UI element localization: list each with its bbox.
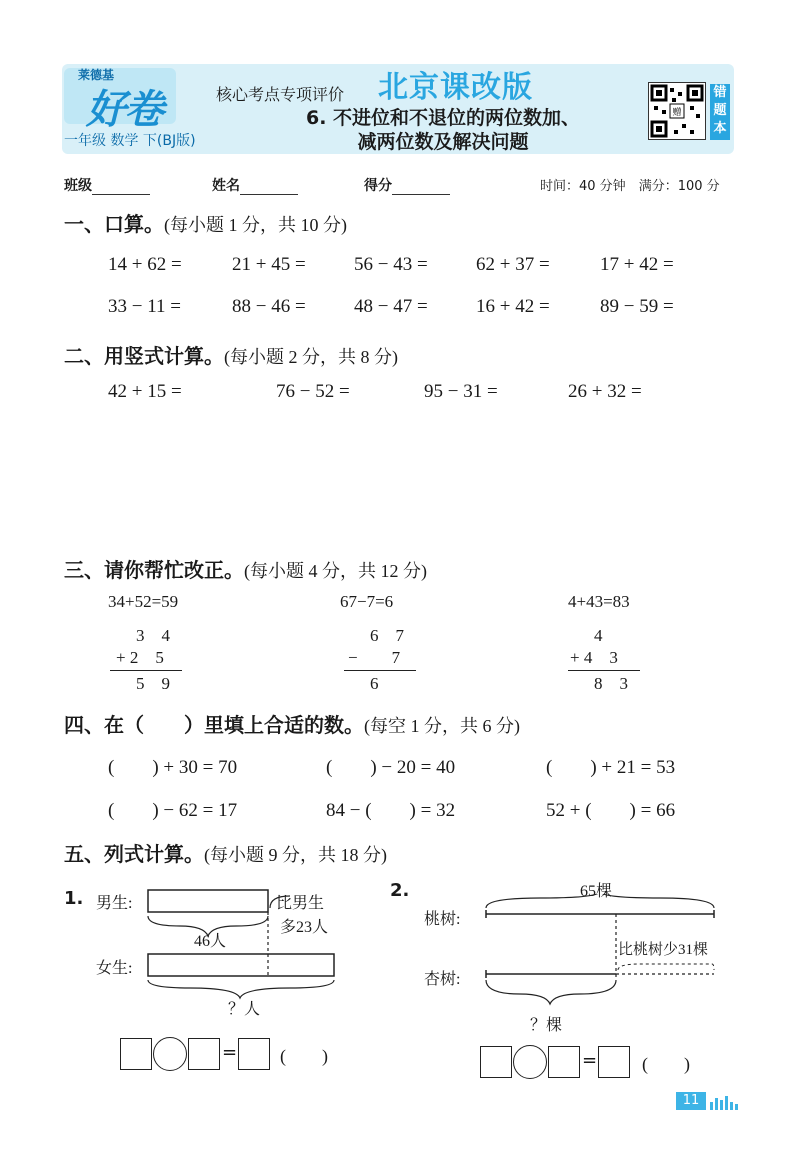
bar-diagram-1 [140, 884, 340, 1004]
vert-top: 6 7 [370, 626, 404, 645]
page-title [238, 106, 648, 154]
equals-sign: = [222, 1042, 238, 1063]
vert-line [344, 670, 416, 671]
exam-meta [540, 175, 720, 194]
vert-result: 5 9 [136, 674, 170, 693]
wrong-eq: 67−7=6 [340, 592, 394, 611]
line-diagram-2 [480, 894, 720, 1014]
time-limit: 时间：40 分钟 [540, 179, 626, 194]
vertical-eq: 95 − 31 = [424, 381, 498, 402]
class-label: 班级 [64, 178, 92, 194]
vertical-eq: 42 + 15 = [108, 381, 182, 402]
oral-eq: 56 − 43 = [354, 254, 428, 275]
vertical-eq: 26 + 32 = [568, 381, 642, 402]
section-4-title: 四、在（ ）里填上合适的数。(每空 1 分，共 6 分) [64, 713, 520, 737]
name-field[interactable] [212, 175, 298, 195]
error-book-tab[interactable]: 错题本 [710, 84, 730, 140]
answer-box[interactable] [238, 1038, 270, 1070]
less-than-peach: 比桃树少31棵 [618, 942, 709, 958]
logo-text: 好卷 [86, 87, 162, 133]
wrong-eq: 4+43=83 [568, 592, 630, 611]
problem-2-number: 2. [390, 880, 410, 901]
oral-eq: 88 − 46 = [232, 296, 306, 317]
oral-eq: 17 + 42 = [600, 254, 674, 275]
oral-eq: 89 − 59 = [600, 296, 674, 317]
vert-mid: + 4 3 [570, 648, 618, 667]
score-label: 得分 [364, 178, 392, 194]
fill-eq[interactable]: 52 + ( ) = 66 [546, 800, 676, 821]
vert-result: 6 [370, 674, 379, 693]
section-3-title: 三、请你帮忙改正。(每小题 4 分，共 12 分) [64, 558, 427, 582]
answer-box[interactable] [548, 1046, 580, 1078]
operator-circle[interactable] [153, 1037, 187, 1071]
unit-blank[interactable]: ( ) [642, 1054, 690, 1074]
section-1-title: 一、口算。(每小题 1 分，共 10 分) [64, 212, 347, 236]
grade-label: 一年级 数学 下(BJ版) [64, 133, 196, 149]
title-line-2: 减两位数及解决问题 [357, 131, 529, 153]
peach-label: 桃树: [424, 911, 461, 928]
name-label: 姓名 [212, 178, 240, 194]
fill-eq[interactable]: 84 − ( ) = 32 [326, 800, 456, 821]
more-than-boys-2: 多23人 [280, 919, 329, 936]
unit-blank[interactable]: ( ) [280, 1046, 328, 1066]
vert-mid: + 2 5 [116, 648, 164, 667]
operator-circle[interactable] [513, 1045, 547, 1079]
fill-eq[interactable]: ( ) + 30 = 70 [108, 757, 238, 778]
problem-1-number: 1. [64, 888, 84, 909]
answer-box[interactable] [188, 1038, 220, 1070]
oral-eq: 33 − 11 = [108, 296, 181, 317]
oral-eq: 62 + 37 = [476, 254, 550, 275]
oral-eq: 48 − 47 = [354, 296, 428, 317]
vert-top: 3 4 [136, 626, 170, 645]
logo-tag: 莱德基 [78, 68, 115, 82]
series-label: 核心考点专项评价 [216, 85, 345, 104]
section-2-title: 二、用竖式计算。(每小题 2 分，共 8 分) [64, 344, 398, 368]
oral-eq: 14 + 62 = [108, 254, 182, 275]
qr-label: 赠 [672, 108, 682, 118]
boys-count: 46人 [194, 933, 227, 950]
oral-eq: 16 + 42 = [476, 296, 550, 317]
vert-top: 4 [594, 626, 603, 645]
page-number: 11 [676, 1092, 706, 1110]
apricot-label: 杏树: [424, 971, 461, 988]
fill-eq[interactable]: ( ) + 21 = 53 [546, 757, 676, 778]
boys-label: 男生: [96, 895, 133, 912]
vertical-eq: 76 − 52 = [276, 381, 350, 402]
section-5-title: 五、列式计算。(每小题 9 分，共 18 分) [64, 842, 387, 866]
title-line-1: 6. 不进位和不退位的两位数加、 [305, 107, 581, 129]
question-trees: ？棵 [530, 1017, 563, 1034]
vert-mid: − 7 [348, 648, 401, 667]
score-field[interactable] [364, 175, 450, 195]
wrong-eq: 34+52=59 [108, 592, 179, 611]
answer-box[interactable] [598, 1046, 630, 1078]
vert-line [568, 670, 640, 671]
equals-sign: = [582, 1050, 598, 1071]
full-score: 满分：100 分 [638, 179, 720, 194]
vert-line [110, 670, 182, 671]
qr-code-icon[interactable] [648, 82, 706, 140]
class-field[interactable] [64, 175, 150, 195]
vert-result: 8 3 [594, 674, 628, 693]
oral-eq: 21 + 45 = [232, 254, 306, 275]
more-than-boys-1: 比男生 [276, 895, 325, 912]
total-trees: 65棵 [580, 883, 613, 900]
answer-box[interactable] [120, 1038, 152, 1070]
question-people: ？人 [228, 1001, 261, 1018]
fill-eq[interactable]: ( ) − 20 = 40 [326, 757, 456, 778]
fill-eq[interactable]: ( ) − 62 = 17 [108, 800, 238, 821]
edition-label: 北京课改版 [378, 70, 533, 105]
girls-label: 女生: [96, 960, 133, 977]
page-bars-icon [710, 1094, 740, 1110]
answer-box[interactable] [480, 1046, 512, 1078]
